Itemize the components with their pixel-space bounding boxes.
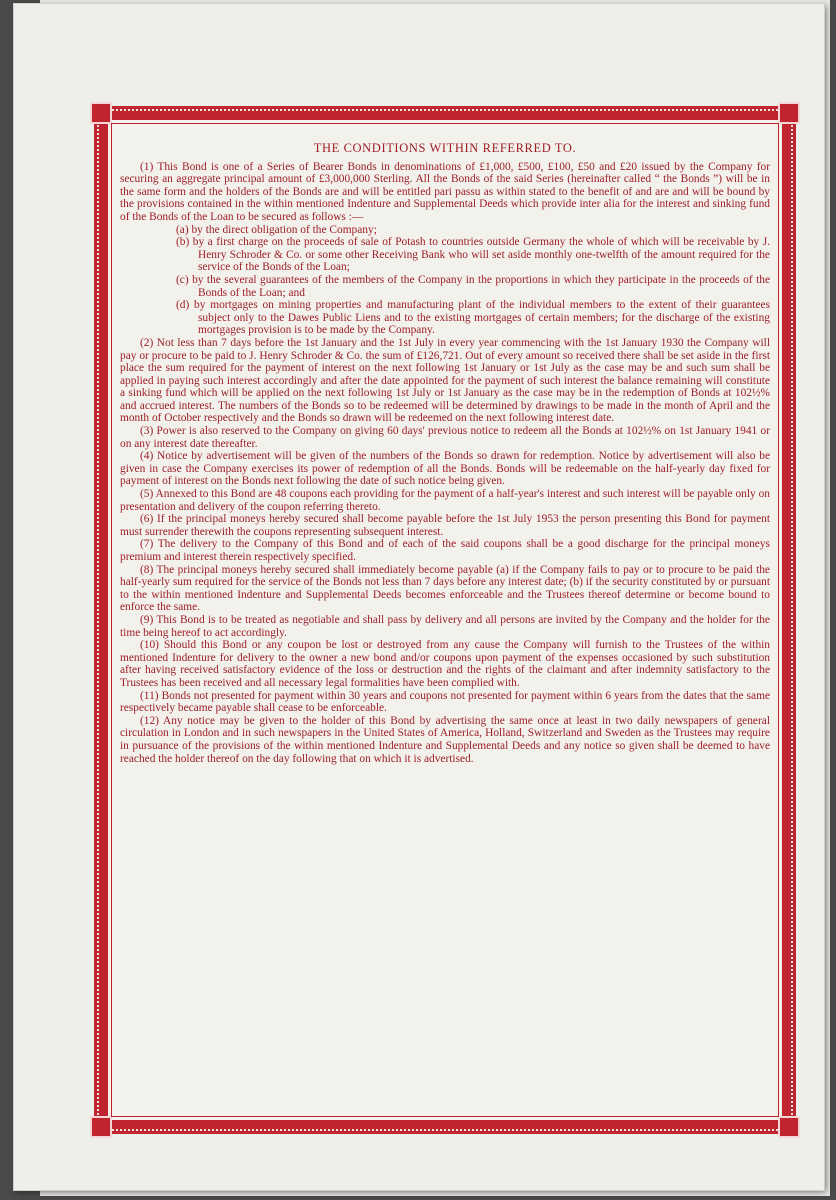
clause-1: (1) This Bond is one of a Series of Bearer Bonds in denominations of £1,000, £500, £100, £50 and £20 issued by the Company for securing an aggregate principal amount of £3,000,000 Sterling. All the Bonds of the said Series (hereinafter called “ the Bonds ”) will be in the same form and the holders of the Bonds are and will be entitled pari passu as within stated to the benefit of and are and will be bound by the provisions contained in the within mentioned Indenture and Supplemental Deeds which provide inter alia for the interest and sinking fund of the Bonds of the Loan to be secured as follows :—: [120, 160, 770, 223]
clause-9: (9) This Bond is to be treated as negotiable and shall pass by delivery and all persons are invited by the Company and the holder for the time being hereof to act accordingly.: [120, 613, 770, 639]
clause-3: (3) Power is also reserved to the Company on giving 60 days' previous notice to redeem all the Bonds at 102½% on 1st January 1941 or on any interest date thereafter.: [120, 425, 770, 450]
clause-1-item-d: (d) by mortgages on mining properties and manufacturing plant of the individual members to the extent of their guarantees subject only to the Dawes Public Liens and to the existing mortgages of certain members; for the discharge of the existing mortgages provision is to be made by the Company.: [176, 299, 770, 337]
corner-ornament-icon: [90, 1116, 112, 1138]
corner-ornament-icon: [778, 102, 800, 124]
clause-8: (8) The principal moneys hereby secured shall immediately become payable (a) if the Company fails to pay or to procure to be paid the half-yearly sum required for the service of the Bonds not less than 7 days before any interest date; (b) if the security constituted by or pursuant to the within mentioned Indenture and Supplemental Deeds becomes enforceable and the Trustees thereof determine or become bound to enforce the same.: [120, 563, 770, 614]
clause-7: (7) The delivery to the Company of this Bond and of each of the said coupons shall be a good discharge for the principal moneys premium and interest therein respectively specified.: [120, 538, 770, 563]
clause-5: (5) Annexed to this Bond are 48 coupons each providing for the payment of a half-year's interest and such interest will be payable only on presentation and delivery of the coupon referring thereto.: [120, 488, 770, 513]
clause-10: (10) Should this Bond or any coupon be lost or destroyed from any cause the Company will furnish to the Trustees of the within mentioned Indenture for delivery to the owner a new bond and/or coupons upon payment of the expenses occasioned by such substitution after having received satisfactory evidence of the loss or destruction and the rights of the claimant and after indemnity satisfactory to the Trustees has been received and all necessary legal formalities have been complied with.: [120, 639, 770, 689]
page-title: THE CONDITIONS WITHIN REFERRED TO.: [313, 141, 577, 155]
bond-sheet: [14, 4, 824, 1190]
clause-1-item-a: (a) by the direct obligation of the Company;: [176, 223, 377, 236]
clause-12: (12) Any notice may be given to the holder of this Bond by advertising the same once at least in two daily newspapers of general circulation in London and in such newspapers in the United States of America, Holland, Switzerland and Sweden as the Trustees may require in pursuance of the provisions of the within mentioned Indenture and Supplemental Deeds and any notice so given shall be deemed to have reached the holder thereof on the day following that on which it is advertised.: [120, 714, 770, 765]
clause-1-item-b: (b) by a first charge on the proceeds of sale of Potash to countries outside Germany the whole of which will be receivable by J. Henry Schroder & Co. or some other Receiving Bank who will set aside monthly one-twelfth of the amount required for the service of the Bonds of the Loan;: [176, 236, 770, 274]
clause-4: (4) Notice by advertisement will be given of the numbers of the Bonds so drawn for redemption. Notice by advertisement will also be given in case the Company exercises its power of redemption of all the Bonds. Bonds will be redeemable on the half-yearly day fixed for payment of interest on the Bonds next following the date of such notice being given.: [120, 450, 770, 488]
clause-1-item-c: (c) by the several guarantees of the members of the Company in the proportions in which they participate in the proceeds of the Bonds of the Loan; and: [176, 273, 770, 299]
corner-ornament-icon: [778, 1116, 800, 1138]
clause-11: (11) Bonds not presented for payment within 30 years and coupons not presented for payment within 6 years from the dates that the same respectively became payable shall cease to be enforceable.: [120, 689, 770, 715]
corner-ornament-icon: [90, 102, 112, 124]
conditions-text: [120, 142, 770, 1110]
clause-2: (2) Not less than 7 days before the 1st January and the 1st July in every year commencing with the 1st January 1930 the Company will pay or procure to be paid to J. Henry Schroder & Co. the sum of £126,721. Out of every amount so received there shall be set aside in the first place the sum required for the payment of interest on the next following 1st January or 1st July as the case may be and such sum shall be applied in paying such interest accordingly and after the date appointed for the payment of such interest the balance remaining will constitute a sinking fund which will be applied on the next following 1st July or 1st January as the case may be in the redemption of Bonds at 102½% and accrued interest. The numbers of the Bonds so to be redeemed will be determined by drawings to be made in the month of April and the month of October respectively and the Bonds so drawn will be redeemed on the next following interest date.: [120, 336, 770, 425]
clause-6: (6) If the principal moneys hereby secured shall become payable before the 1st July 1953 the person presenting this Bond for payment must surrender therewith the coupons representing subsequent interest.: [120, 513, 770, 538]
ornamental-border: [94, 106, 796, 1134]
